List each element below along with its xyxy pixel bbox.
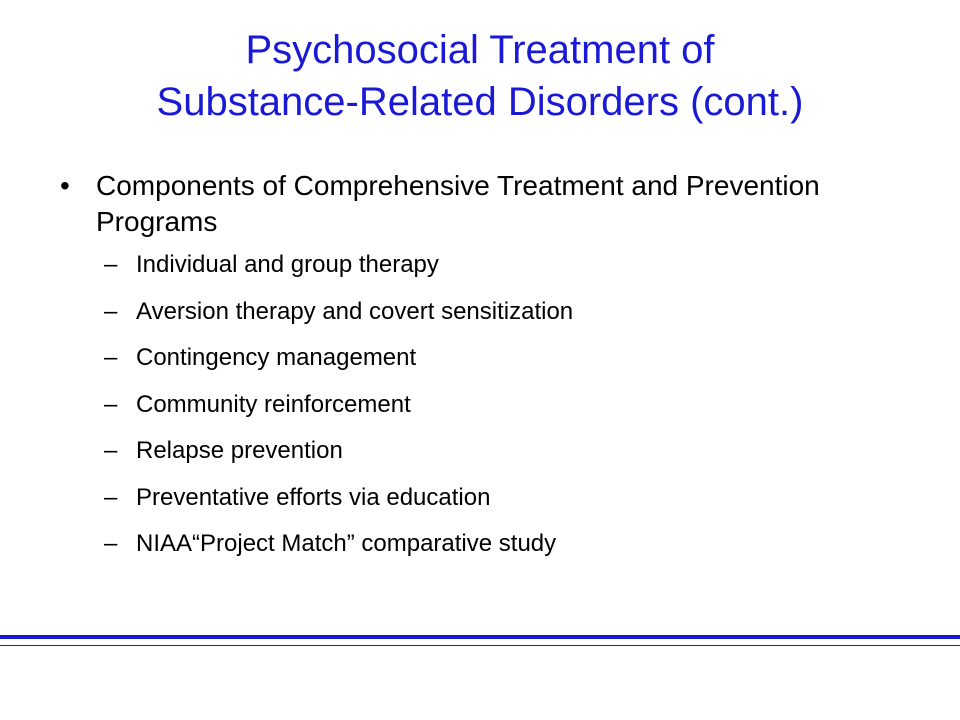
dash-icon: – (104, 530, 118, 557)
slide-content (60, 168, 900, 576)
sub-bullet-text: NIAA“Project Match” comparative study (136, 530, 557, 557)
dash-icon: – (104, 483, 118, 511)
sub-bullet-text: Community reinforcement (136, 390, 411, 418)
sub-bullet-item (60, 343, 900, 373)
slide-title-line-1: Psychosocial Treatment of (245, 28, 715, 72)
sub-bullet-item (60, 529, 900, 559)
main-bullet-text: Components of Comprehensive Treatment and Prevention Programs (96, 170, 820, 237)
sub-bullet-text: Aversion therapy and covert sensitization (136, 297, 574, 325)
dash-icon: – (104, 344, 118, 371)
slide-title-line-2: Substance-Related Disorders (cont.) (156, 80, 804, 124)
sub-bullet-text: Preventative efforts via education (136, 483, 491, 511)
bullet-dot-icon: • (60, 170, 70, 201)
footer-rule-thin (0, 645, 960, 646)
sub-bullet-item (60, 297, 900, 327)
sub-bullet-item (60, 436, 900, 466)
sub-bullet-text: Contingency management (136, 344, 417, 371)
sub-bullet-text: Individual and group therapy (136, 251, 439, 278)
sub-bullet-item (60, 250, 900, 280)
dash-icon: – (104, 251, 118, 278)
main-bullet (60, 168, 900, 240)
dash-icon: – (104, 437, 118, 464)
sub-bullet-text: Relapse prevention (136, 437, 343, 464)
footer-rule-thick (0, 635, 960, 639)
sub-bullet-list (60, 250, 900, 559)
sub-bullet-item (60, 390, 900, 420)
dash-icon: – (104, 390, 118, 418)
slide-title (40, 24, 920, 128)
dash-icon: – (104, 297, 118, 325)
sub-bullet-item (60, 483, 900, 513)
